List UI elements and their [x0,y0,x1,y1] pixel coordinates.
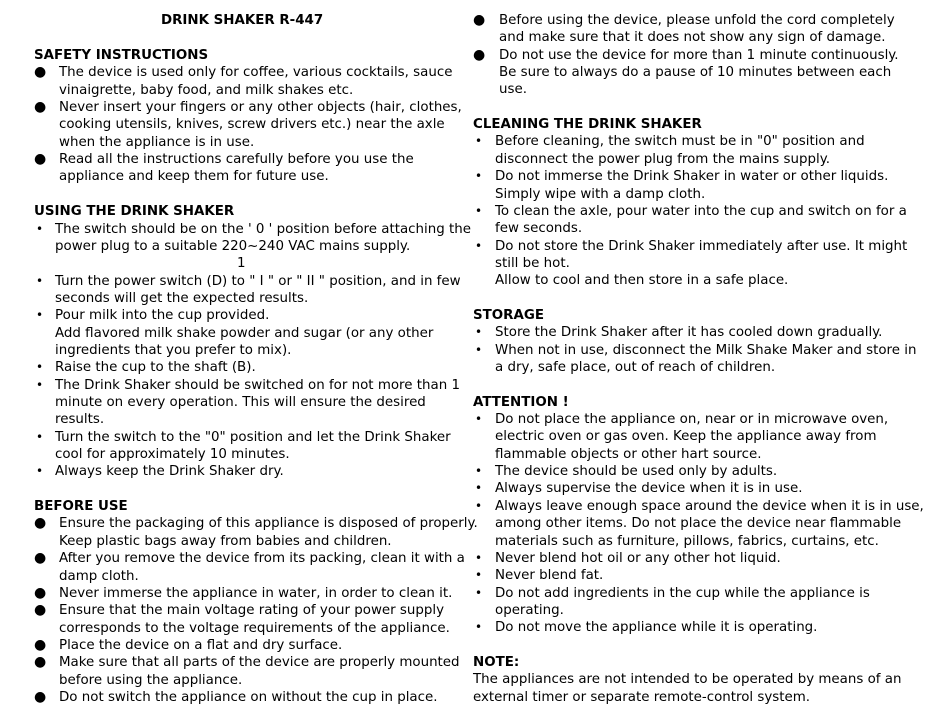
list-item-text: electric oven or gas oven. Keep the appliance away from [495,429,877,445]
list-item-text: Ensure that the main voltage rating of your power supply [59,603,445,619]
bullet-icon: • [36,464,44,479]
bullet-icon: ● [34,636,47,653]
bullet-icon: ● [34,550,47,567]
bullet-icon: ● [34,602,47,619]
list-item-text: Turn the switch to the "0" position and let the Drink Shaker [55,429,451,445]
bullet-icon: • [36,360,44,375]
bullet-icon: • [475,464,483,479]
list-item-text: damp cloth. [59,568,139,584]
bullet-icon: ● [34,654,47,671]
list-item-text: Store the Drink Shaker after it has cooled down gradually. [495,325,883,341]
list-item-text: Always keep the Drink Shaker dry. [55,464,284,480]
list-item-text: Allow to cool and then store in a safe place. [495,273,789,289]
bullet-icon: • [475,550,483,565]
list-item-text: Do not add ingredients in the cup while the appliance is [495,585,870,601]
list-item-text: Be sure to always do a pause of 10 minutes between each [499,65,892,81]
list-item-text: After you remove the device from its packing, clean it with a [59,551,465,567]
bullet-icon: • [475,585,483,600]
list-item-text: cool for approximately 10 minutes. [55,447,290,463]
list-item-text: few seconds. [495,221,583,237]
list-item-text: Do not use the device for more than 1 minute continuously. [499,47,899,63]
bullet-icon: • [36,377,44,392]
list-item-text: corresponds to the voltage requirements of the appliance. [59,620,450,636]
section-heading: NOTE: [473,654,520,670]
list-item-text: The Drink Shaker should be switched on for not more than 1 [55,377,460,393]
list-item-text: ingredients that you prefer to mix). [55,342,292,358]
bullet-icon: • [36,273,44,288]
list-item-text: vinaigrette, baby food, and milk shakes etc. [59,82,354,98]
list-item-text: The device should be used only by adults. [495,464,778,480]
list-item-text: Do not place the appliance on, near or in microwave oven, [495,412,889,428]
bullet-icon: • [475,169,483,184]
list-item-text: Ensure the packaging of this appliance is disposed of properly. [59,516,478,532]
bullet-icon: ● [473,12,486,28]
bullet-icon: • [475,134,483,149]
list-item-text: Never blend fat. [495,568,604,584]
list-item-text: Place the device on a flat and dry surface. [59,637,343,653]
bullet-icon: ● [473,46,486,63]
list-item-text: materials such as furniture, pillows, fabrics, curtains, etc. [495,533,879,549]
list-item-text: Never insert your fingers or any other objects (hair, clothes, [59,100,462,116]
list-item-text: Simply wipe with a damp cloth. [495,186,706,202]
list-item-text: power plug to a suitable 220~240 VAC mains supply. [55,238,411,254]
bullet-icon: ● [34,515,47,532]
list-item-text: Before using the device, please unfold the cord completely [499,13,895,28]
bullet-icon: ● [34,64,47,81]
bullet-icon: • [36,221,44,236]
list-item-text: when the appliance is in use. [59,134,255,150]
page-number: 1 [237,256,246,272]
section-heading: CLEANING THE DRINK SHAKER [473,117,702,133]
list-item-text: Do not switch the appliance on without the cup in place. [59,689,438,705]
bullet-icon: • [475,238,483,253]
list-item-text: flammable objects or other hart source. [495,446,762,462]
bullet-icon: ● [34,151,47,168]
bullet-icon: ● [34,688,47,705]
list-item-text: use. [499,82,527,98]
list-item-text: Add flavored milk shake powder and sugar (or any other [55,325,434,341]
list-item-text: Do not move the appliance while it is operating. [495,620,818,636]
list-item-text: Raise the cup to the shaft (B). [55,360,256,376]
list-item-text: still be hot. [495,255,570,271]
bullet-icon: • [475,481,483,496]
section-heading: USING THE DRINK SHAKER [34,204,235,220]
list-item-text: Always supervise the device when it is in use. [495,481,803,497]
list-item-text: Do not immerse the Drink Shaker in water or other liquids. [495,169,889,185]
list-item-text: among other items. Do not place the device near flammable [495,516,902,532]
bullet-icon: • [475,568,483,583]
list-item-text: cooking utensils, knives, screw drivers etc.) near the axle [59,117,445,133]
bullet-icon: • [475,620,483,635]
list-item-text: and make sure that it does not show any sign of damage. [499,30,886,46]
list-item-text: To clean the axle, pour water into the cup and switch on for a [495,203,907,219]
bullet-icon: • [475,412,483,427]
bullet-icon: ● [34,99,47,116]
list-item-text: Pour milk into the cup provided. [55,308,270,324]
note-text: The appliances are not intended to be operated by means of an [473,672,902,688]
list-item-text: Never blend hot oil or any other hot liquid. [495,550,781,566]
list-item-text: results. [55,412,105,428]
list-item-text: minute on every operation. This will ensure the desired [55,395,426,410]
bullet-icon: • [475,325,483,340]
list-item-text: When not in use, disconnect the Milk Shake Maker and store in [495,342,917,358]
list-item-text: Always leave enough space around the device when it is in use, [495,498,924,514]
bullet-icon: ● [34,584,47,601]
list-item-text: operating. [495,602,564,618]
bullet-icon: • [475,498,483,513]
page-title: DRINK SHAKER R-447 [161,13,324,28]
list-item-text: seconds will get the expected results. [55,290,309,306]
list-item-text: a dry, safe place, out of reach of children. [495,360,776,375]
section-heading: ATTENTION ! [473,394,569,410]
list-item-text: Turn the power switch (D) to " I " or " II " position, and in few [55,273,461,289]
list-item-text: The device is used only for coffee, various cocktails, sauce [59,65,453,81]
section-heading: STORAGE [473,307,544,323]
list-item-text: Keep plastic bags away from babies and children. [59,533,392,549]
list-item-text: before using the appliance. [59,672,243,688]
bullet-icon: • [475,203,483,218]
list-item-text: appliance and keep them for future use. [59,169,329,185]
note-text: external timer or separate remote-control system. [473,689,811,705]
bullet-icon: • [36,429,44,444]
list-item-text: Make sure that all parts of the device are properly mounted [59,655,460,671]
bullet-icon: • [36,308,44,323]
section-heading: SAFETY INSTRUCTIONS [34,48,209,63]
list-item-text: Read all the instructions carefully before you use the [59,152,414,168]
list-item-text: Never immerse the appliance in water, in order to clean it. [59,585,453,601]
list-item-text: Before cleaning, the switch must be in "0" position and [495,134,865,150]
section-heading: BEFORE USE [34,499,128,515]
list-item-text: The switch should be on the ' 0 ' position before attaching the [55,221,471,237]
list-item-text: disconnect the power plug from the mains supply. [495,151,830,167]
bullet-icon: • [475,342,483,357]
list-item-text: Do not store the Drink Shaker immediately after use. It might [495,238,908,254]
